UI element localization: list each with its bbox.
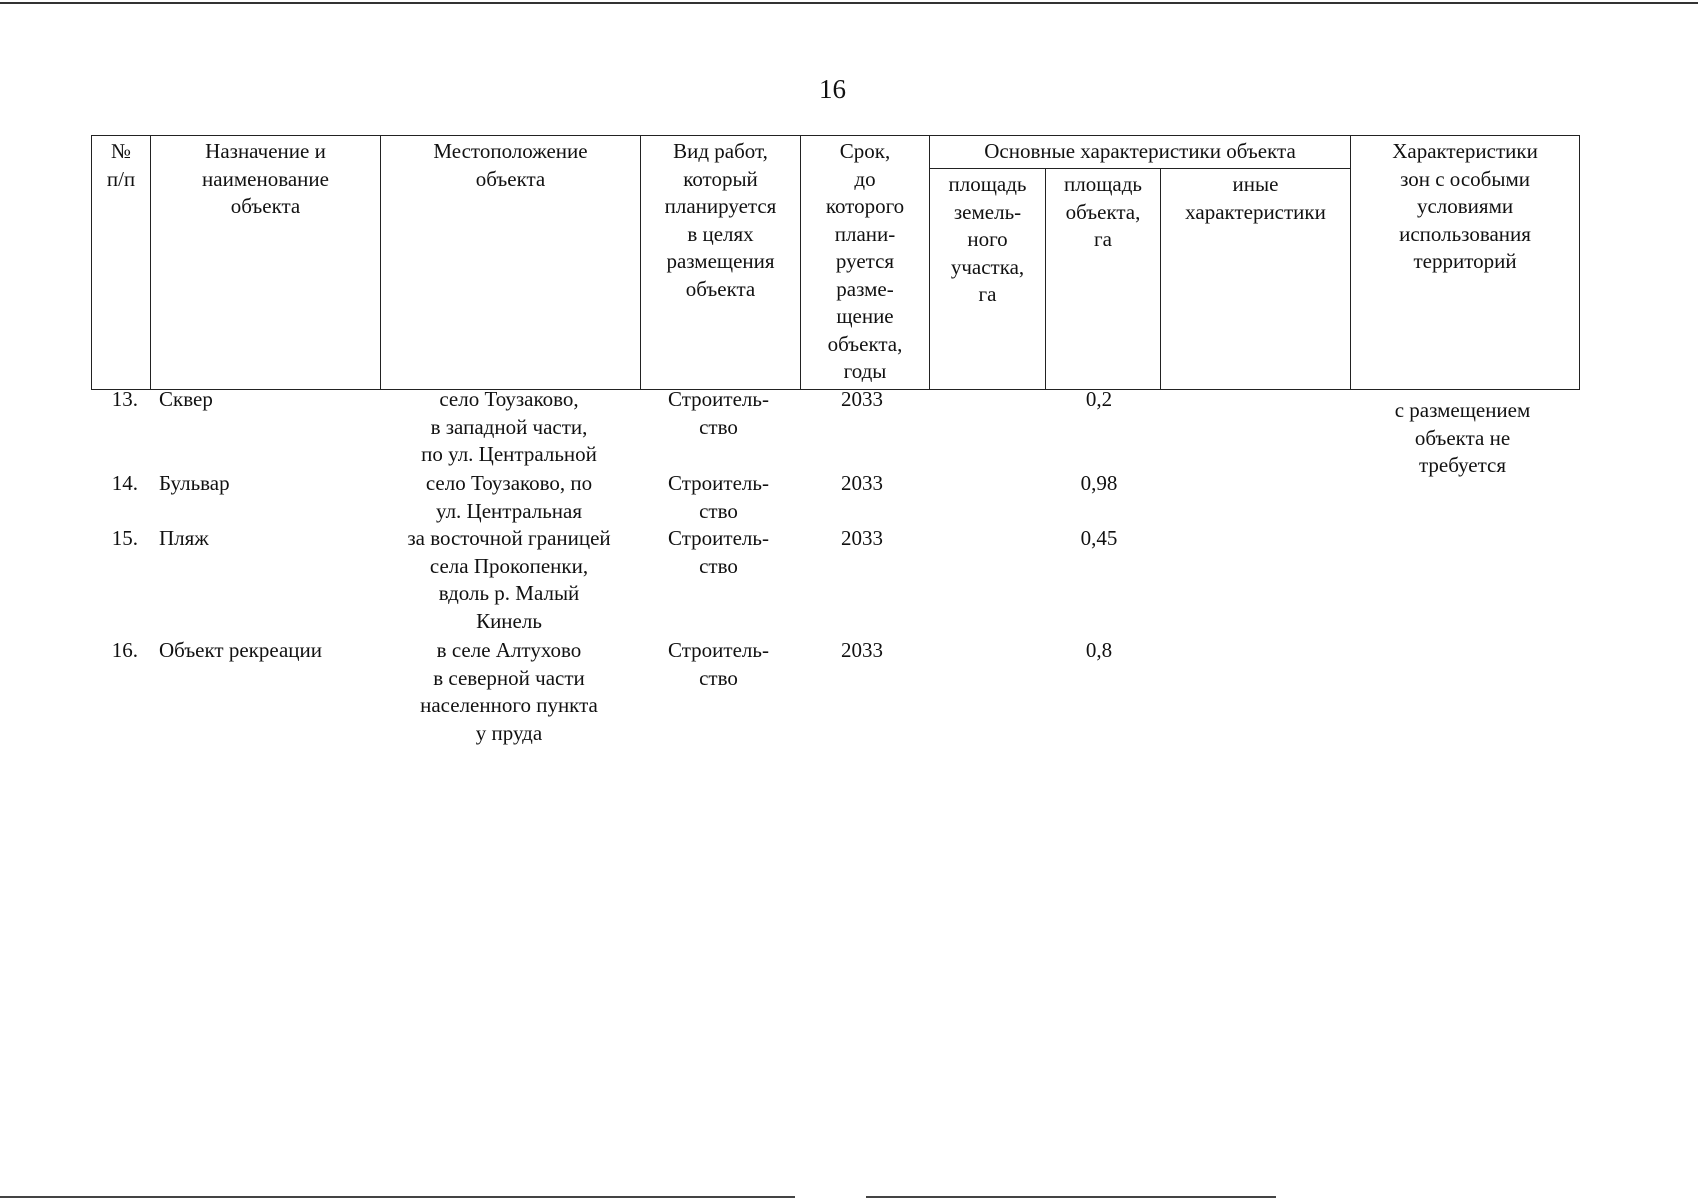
row-number: 13. [111,387,138,411]
header-term: Срок, до которого плани- руется разме- щение объекта, годы [801,136,930,390]
header-land-area: площадь земель- ного участка, га [930,169,1046,390]
scan-edge-bottom [866,1196,1276,1198]
row-location: за восточной границей села Прокопенки, вдоль р. Малый Кинель [407,526,611,633]
row-object-name: Сквер [159,387,213,411]
row-object-area: 0,8 [1085,638,1113,662]
row-object-name: Пляж [159,526,209,550]
zones-note: с размещением объекта не требуется [1394,398,1531,477]
row-number: 16. [111,638,138,662]
row-location: село Тоузаково, в западной части, по ул. Центральной [421,387,597,466]
header-location: Местоположение объекта [381,136,641,390]
row-location: в селе Алтухово в северной части населенного пункта у пруда [420,638,598,745]
row-year: 2033 [841,526,883,550]
scan-edge-top [0,2,1698,4]
row-year: 2033 [841,471,883,495]
header-num: № п/п [92,136,151,390]
header-zones: Характеристики зон с особыми условиями использования территорий [1351,136,1580,390]
header-work-type: Вид работ, который планируется в целях размещения объекта [641,136,801,390]
row-object-name: Объект рекреации [159,638,322,662]
row-work-type: Строитель- ство [668,526,769,578]
header-other-characteristics: иные характеристики [1161,169,1351,390]
scan-edge-bottom [0,1196,795,1198]
row-object-area: 0,45 [1080,526,1118,550]
row-object-name: Бульвар [159,471,230,495]
row-number: 15. [111,526,138,550]
row-work-type: Строитель- ство [668,638,769,690]
table-header [91,135,1580,390]
page-number: 16 [819,74,846,104]
header-main-characteristics: Основные характеристики объекта [930,136,1351,169]
row-number: 14. [111,471,138,495]
header-name: Назначение и наименование объекта [151,136,381,390]
row-object-area: 0,2 [1085,387,1113,411]
row-year: 2033 [841,387,883,411]
row-work-type: Строитель- ство [668,387,769,439]
header-object-area: площадь объекта, га [1046,169,1161,390]
row-object-area: 0,98 [1080,471,1118,495]
row-location: село Тоузаково, по ул. Центральная [425,471,593,523]
row-work-type: Строитель- ство [668,471,769,523]
row-year: 2033 [841,638,883,662]
